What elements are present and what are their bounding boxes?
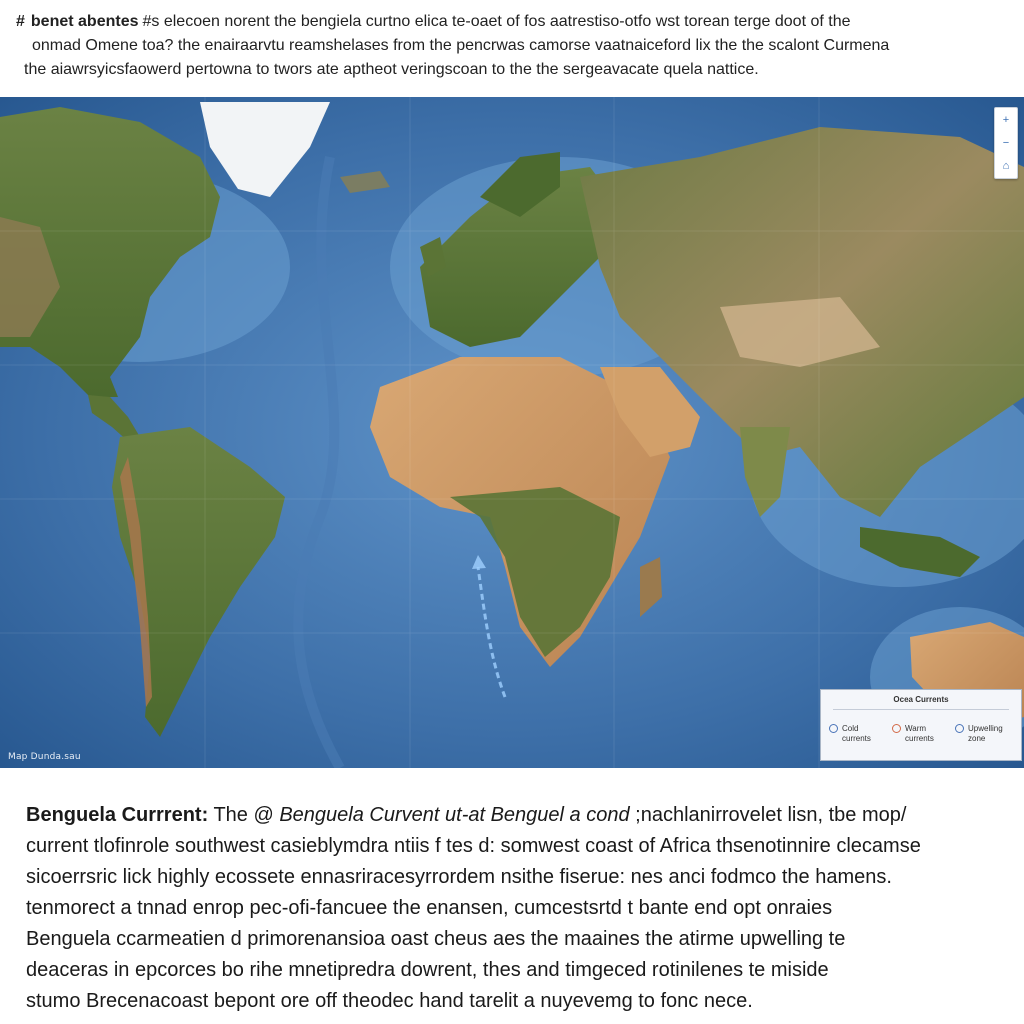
legend-item-upwelling <box>955 724 1013 744</box>
intro-text <box>16 10 1006 82</box>
zoom-reset-button[interactable]: ⌂ <box>1002 160 1010 173</box>
legend-divider <box>833 709 1009 710</box>
legend-label-upwelling: Upwelling zone <box>968 724 1003 743</box>
body-term-sep: : <box>201 804 209 826</box>
upwelling-icon <box>955 724 964 733</box>
body-line1-tail: ;nachlanirrovelet lisn, tbe mop/ <box>629 804 907 826</box>
intro-bullet: # <box>16 13 25 30</box>
intro-line-3: the aiawrsyicsfaowerd pertowna to twors ate aptheot veringscoan to the the sergeavacate quela nattice. <box>24 61 759 78</box>
legend-item-warm <box>892 724 950 744</box>
body-line-1 <box>26 800 1004 831</box>
legend-label-cold: Cold currents <box>842 724 871 743</box>
cold-current-icon <box>829 724 838 733</box>
body-line-4: tenmorect a tnnad enrop pec-ofi-fancuee the enansen, cumcestsrtd t bante end opt onraies <box>26 897 833 919</box>
legend-item-cold <box>829 724 887 744</box>
legend-items <box>829 724 1013 744</box>
world-map[interactable] <box>0 97 1024 768</box>
map-credit: Map Dunda.sau <box>8 752 81 762</box>
legend-label-warm: Warm currents <box>905 724 934 743</box>
warm-current-icon <box>892 724 901 733</box>
body-line-7: stumo Brecenacoast bepont ore off theodec hand tarelit a nuyevemg to fonc nece. <box>26 990 753 1012</box>
intro-line-text: #s elecoen norent the bengiela curtno elica te-oaet of fos aatrestiso-otfo wst torean terge doot of the <box>142 13 851 30</box>
legend-title: Ocea Currents <box>893 695 949 704</box>
intro-line-2: onmad Omene toa? the enairaarvtu reamshelases from the pencrwas camorse vaatnaiceford lix the the scalont Curmena <box>32 37 890 54</box>
body-line1-rest: The @ <box>208 804 280 826</box>
zoom-in-button[interactable]: + <box>1002 113 1010 126</box>
body-term: Benguela Currrent <box>26 804 202 826</box>
intro-line-1 <box>16 10 1006 34</box>
body-line-5: Benguela ccarmeatien d primorenansioa oast cheus aes the maaines the atirme upwelling te <box>26 928 846 950</box>
map-legend <box>820 689 1022 761</box>
intro-heading: benet abentes <box>30 13 139 30</box>
body-line-3: sicoerrsric lick highly ecossete ennasriracesyrrordem nsithe fiserue: nes anci fodmco the hamens. <box>26 866 892 888</box>
zoom-out-button[interactable]: − <box>1002 136 1010 149</box>
body-paragraph <box>26 800 1004 1017</box>
body-line-2: current tlofinrole southwest casieblymdra ntiis f tes d: somwest coast of Africa thsenotinnire clecamse <box>26 835 921 857</box>
map-zoom-control[interactable] <box>994 107 1018 179</box>
body-line1-emph: Benguela Curvent ut-at Benguel a cond <box>279 804 630 826</box>
body-line-6: deaceras in epcorces bo rihe mnetipredra dowrent, thes and timgeced rotinilenes te miside <box>26 959 829 981</box>
map-canvas[interactable] <box>0 97 1024 768</box>
